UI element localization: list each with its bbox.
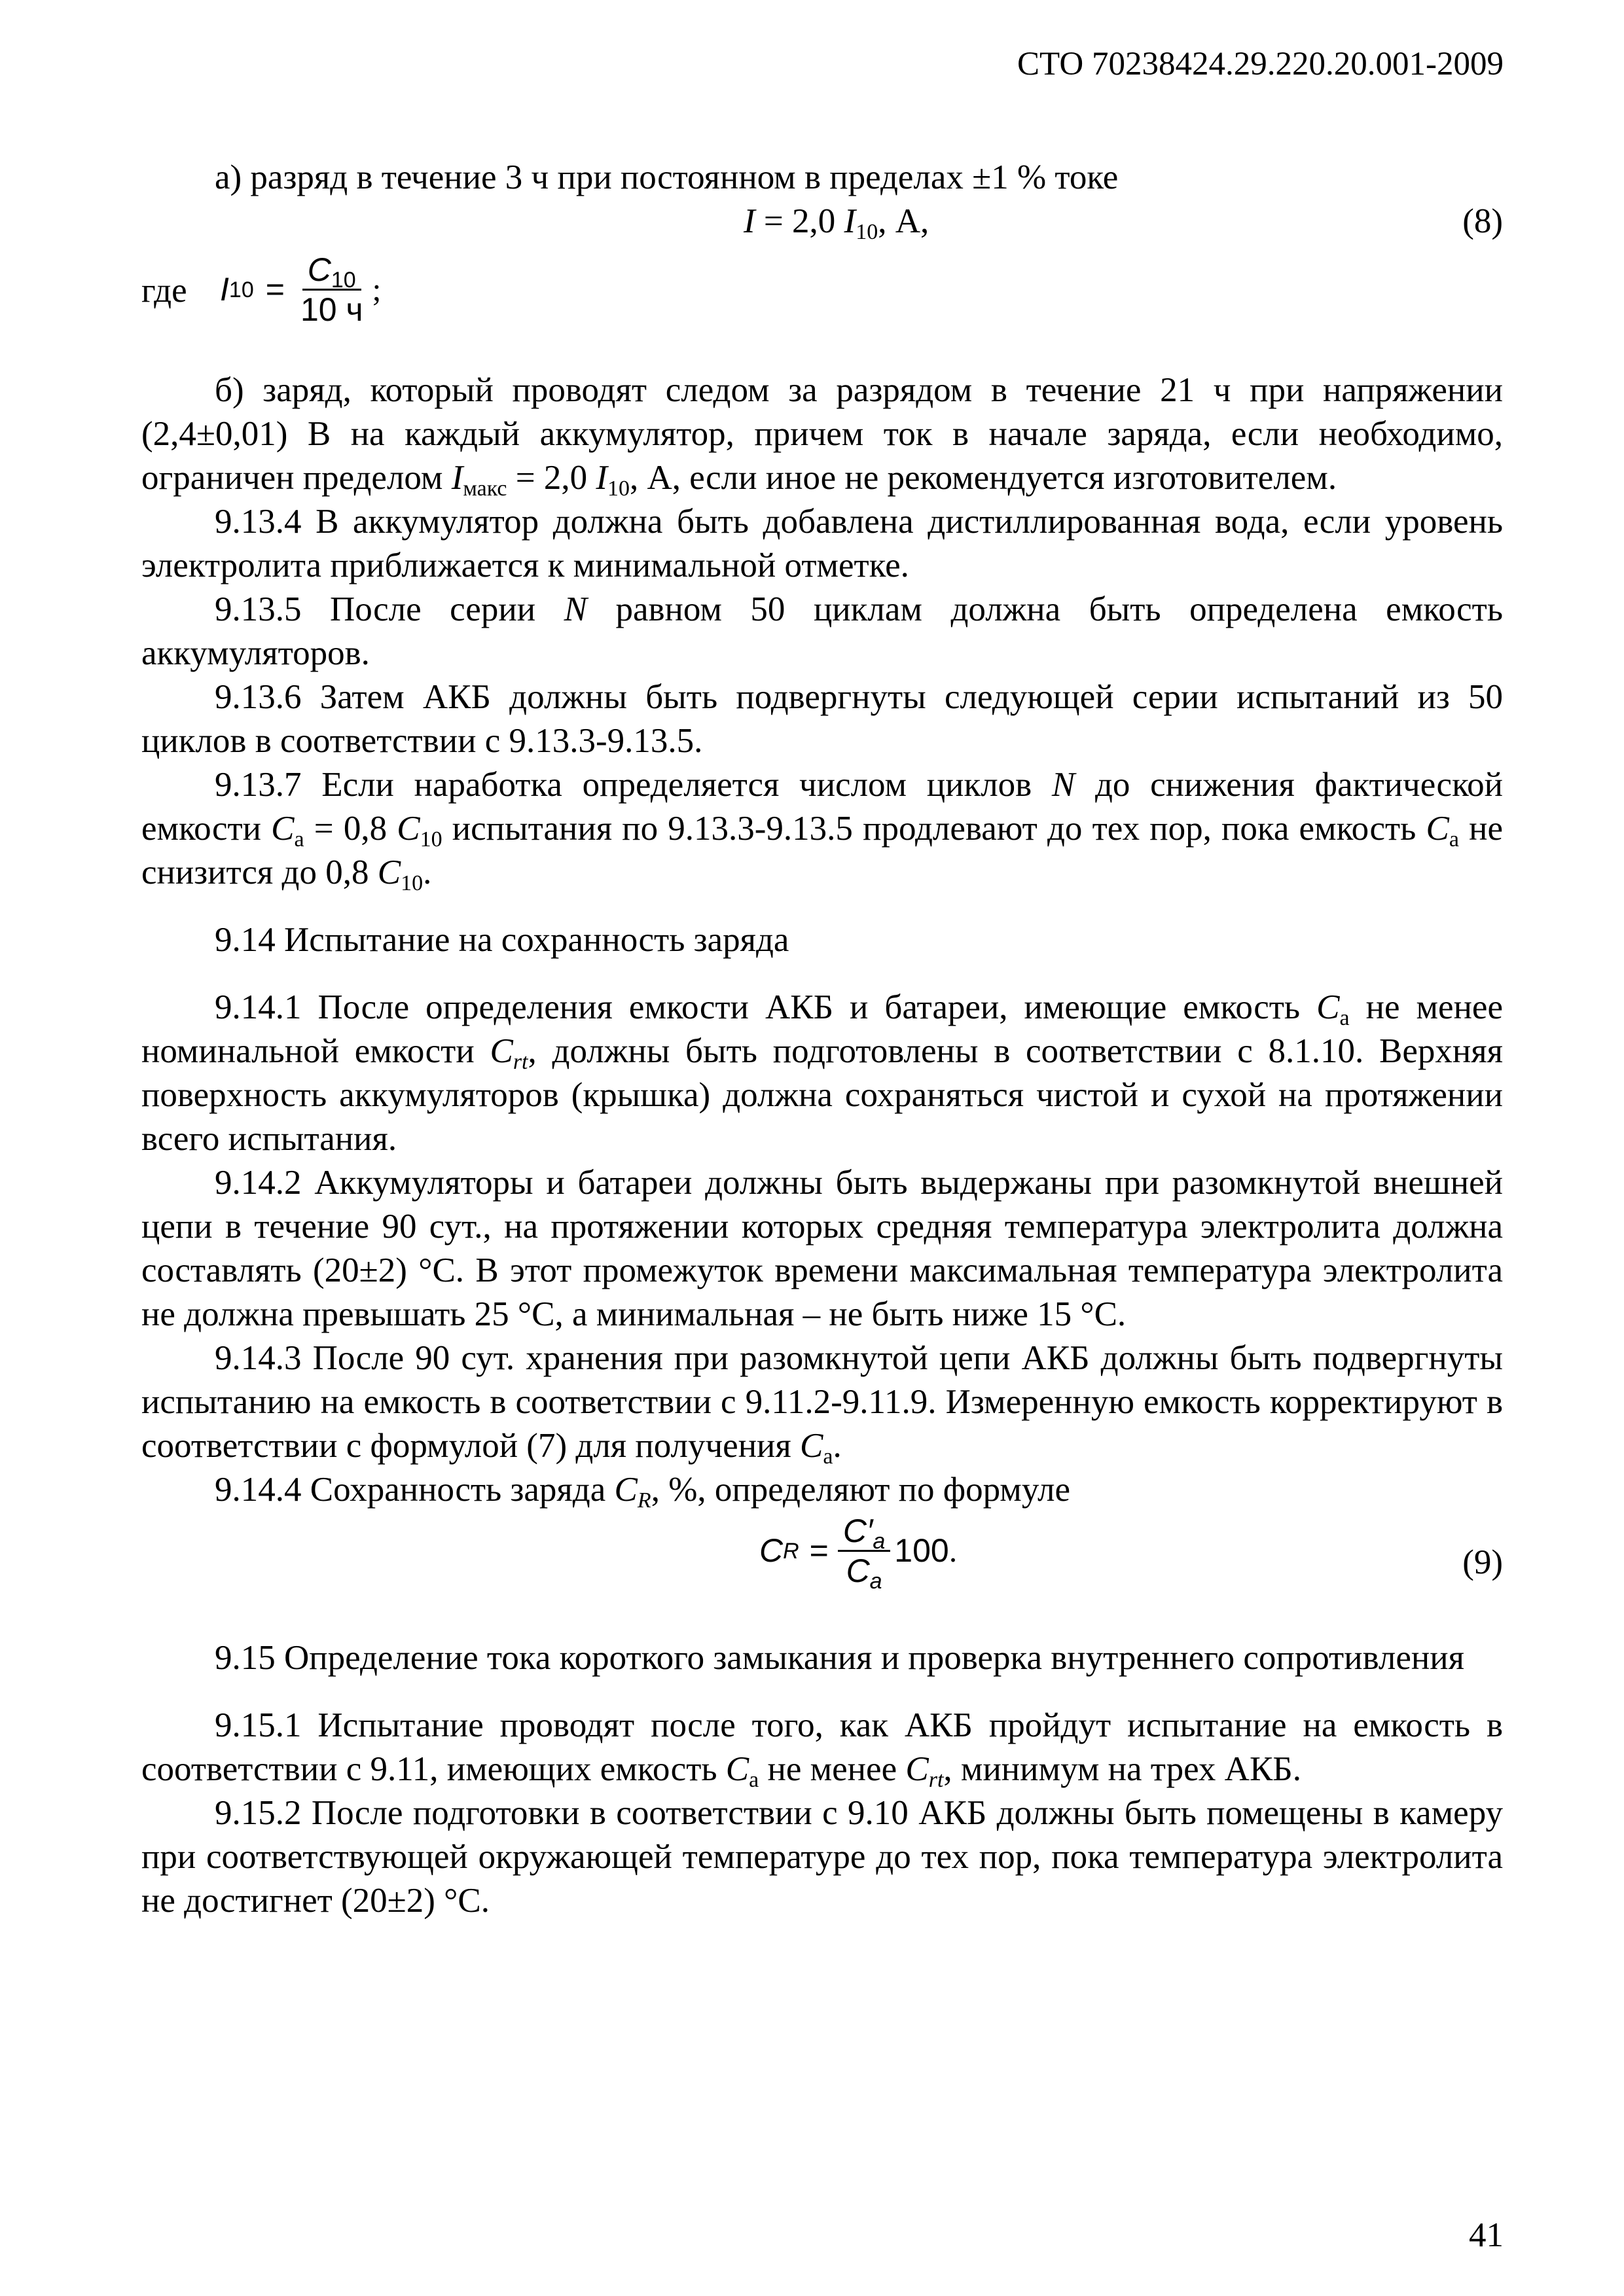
i10-definition-formula: I 10 = $\frac{C_{10}}{10 ч}$ ; xyxy=(220,251,382,328)
paragraph-9-15-2: 9.15.2 После подготовки в соответствии с 9.10 АКБ должны быть помещены в камеру при соответствующей окружающей температуре до тех пор, пока температура электролита не достигнет (20±2) °С. xyxy=(141,1794,1503,1920)
where-definition xyxy=(141,251,1503,336)
paragraph-item-b: б) заряд, который проводят следом за разрядом в течение 21 ч при напряжении (2,4±0,01) В на каждый аккумулятор, причем ток в начале заряда, если необходимо, ограничен пределом $I_{макс} = 2,0$ $I_{10}$, А, если иное не рекомендуется изготовителем. xyxy=(141,371,1503,501)
formula-9: C R = $\frac{C'_a}{C_a}$ 100 . (9) xyxy=(759,1513,1503,1594)
equation-number-8: (8) xyxy=(1462,202,1503,240)
paragraph-9-14-4: 9.14.4 Сохранность заряда $C_R$, %, определяют по формуле xyxy=(215,1471,1070,1513)
fraction: $\frac{C_{10}}{10 ч}$ xyxy=(300,251,363,328)
paragraph-9-14-2: 9.14.2 Аккумуляторы и батареи должны быть выдержаны при разомкнутой внешней цепи в течение 90 сут., на протяжении которых средняя температура электролита должна составлять (20±2) °С. В этот промежуток времени максимальная температура электролита не должна превышать 25 °С, а минимальная – не быть ниже 15 °С. xyxy=(141,1164,1503,1333)
section-heading-9-14: 9.14 Испытание на сохранность заряда xyxy=(215,921,789,959)
paragraph-item-a: а) разряд в течение 3 ч при постоянном в пределах ±1 % токе xyxy=(215,158,1119,196)
standard-code-header: СТО 70238424.29.220.20.001-2009 xyxy=(1017,46,1504,82)
paragraph-9-14-1: 9.14.1 После определения емкости АКБ и батареи, имеющие емкость $C_а$ не менее номинальной емкости $C_{rt}$, должны быть подготовлены в соответствии с 8.1.10. Верхняя поверхность аккумуляторов (крышка) должна сохраняться чистой и сухой на протяжении всего испытания. xyxy=(141,988,1503,1158)
section-heading-9-15: 9.15 Определение тока короткого замыкания и проверка внутреннего сопротивления xyxy=(215,1639,1464,1677)
fraction: $\frac{C'_a}{C_a}$ xyxy=(838,1512,890,1590)
where-word: где xyxy=(141,272,187,310)
paragraph-9-13-4: 9.13.4 В аккумулятор должна быть добавлена дистиллированная вода, если уровень электролита приближается к минимальной отметке. xyxy=(141,503,1503,584)
document-body xyxy=(141,156,1503,1923)
paragraph-9-14-3: 9.14.3 После 90 сут. хранения при разомкнутой цепи АКБ должны быть подвергнуты испытанию на емкость в соответствии с 9.11.2-9.11.9. Измеренную емкость корректируют в соответствии с формулой (7) для получения $C_а$. xyxy=(141,1339,1503,1469)
equation-number-9: (9) xyxy=(1462,1543,1503,1581)
page-number: 41 xyxy=(1469,2216,1504,2254)
paragraph-9-15-1: 9.15.1 Испытание проводят после того, как АКБ пройдут испытание на емкость в соответствии с 9.11, имеющих емкость $C_а$ не менее $C_{rt}$, минимум на трех АКБ. xyxy=(141,1706,1503,1792)
paragraph-9-13-6: 9.13.6 Затем АКБ должны быть подвергнуты следующей серии испытаний из 50 циклов в соответствии с 9.13.3-9.13.5. xyxy=(141,678,1503,760)
formula-8: I = 2,0 $I_{10}$, А, (8) xyxy=(141,200,1503,251)
paragraph-9-13-5: 9.13.5 После серии N равном 50 циклам должна быть определена емкость аккумуляторов. xyxy=(141,590,1503,672)
paragraph-9-13-7: 9.13.7 Если наработка определяется числом циклов N до снижения фактической емкости $C_а = 0,8$ $C_{10}$ испытания по 9.13.3-9.13.5 продлевают до тех пор, пока емкость $C_а$ не снизится до 0,8 $C_{10}$. xyxy=(141,766,1503,895)
